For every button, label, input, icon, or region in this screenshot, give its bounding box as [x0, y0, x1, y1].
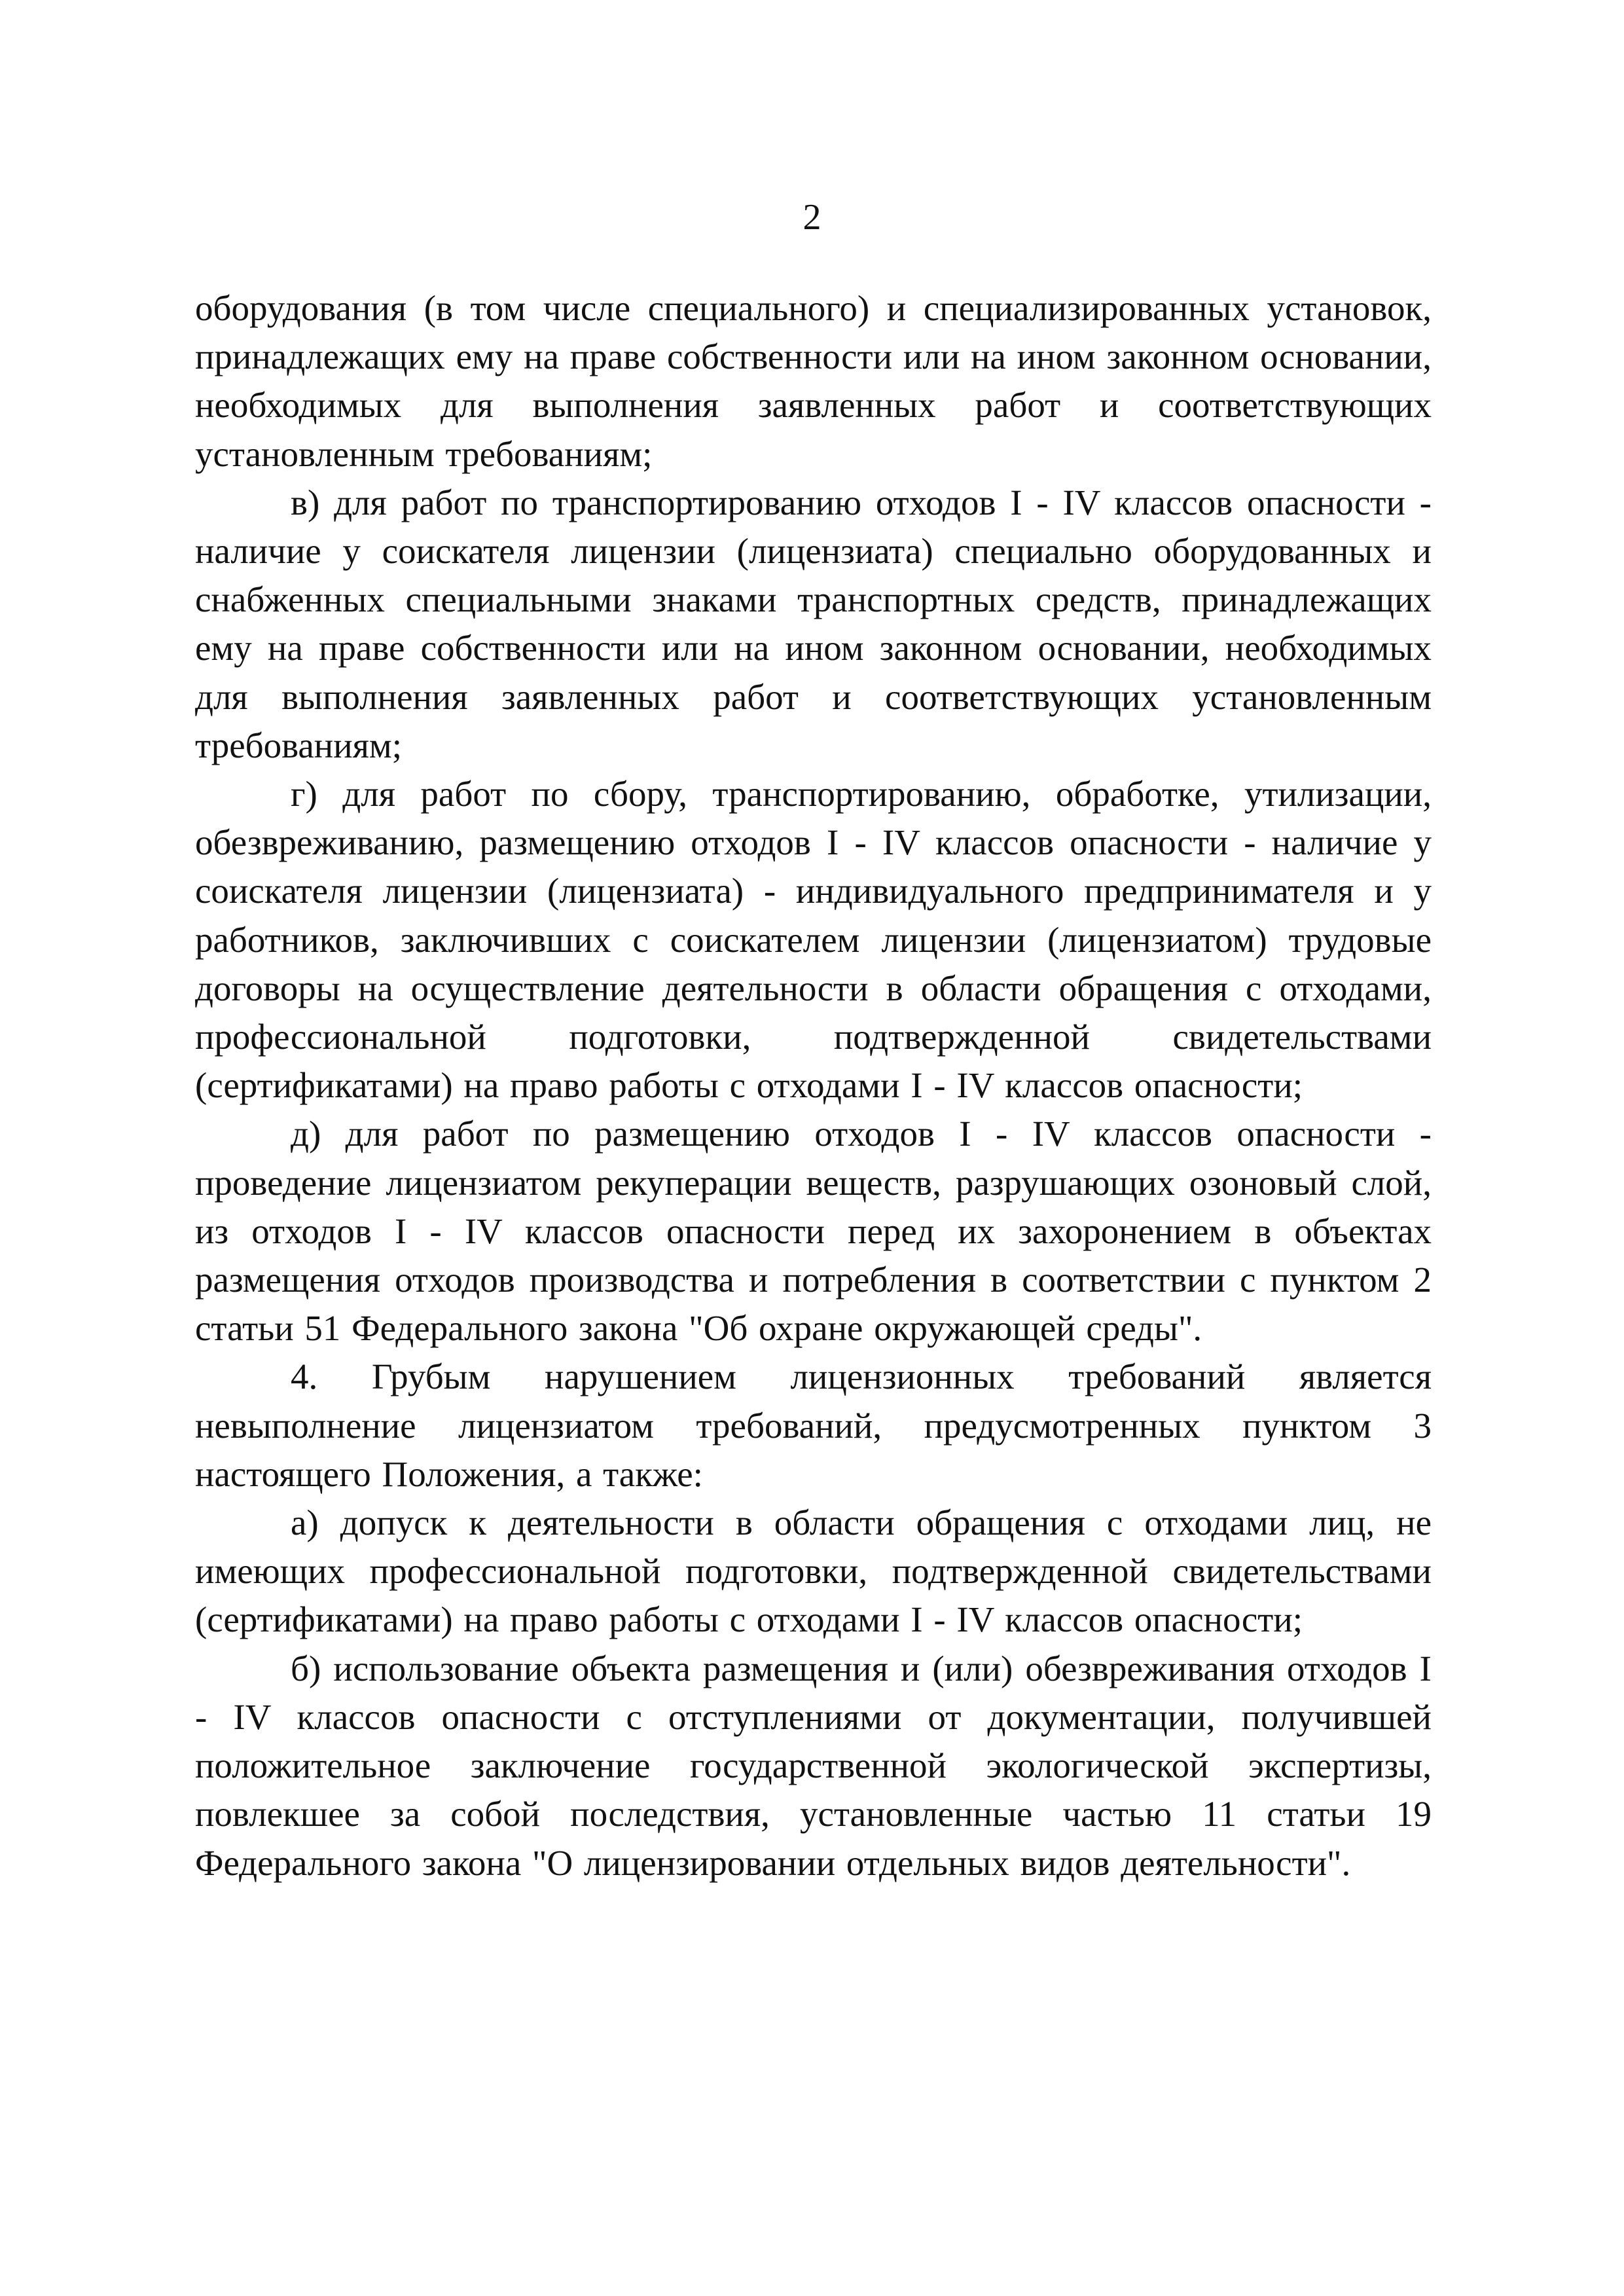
page-number: 2 — [803, 197, 821, 238]
document-body — [195, 284, 1432, 1887]
paragraph-item-g: г) для работ по сбору, транспортированию, обработке, утилизации, обезвреживанию, размещению отходов I - IV классов опасности - наличие у соискателя лицензии (лицензиата) - индивидуального предпринимателя и у работников, заключивших с соискателем лицензии (лицензиатом) трудовые договоры на осуществление деятельности в области обращения с отходами, профессиональной подготовки, подтвержденной свидетельствами (сертификатами) на право работы с отходами I - IV классов опасности; — [195, 774, 1432, 1106]
paragraph-item-v: в) для работ по транспортированию отходов I - IV классов опасности - наличие у соискателя лицензии (лицензиата) специально оборудованных и снабженных специальными знаками транспортных средств, принадлежащих ему на праве собственности или на ином законном основании, необходимых для выполнения заявленных работ и соответствующих установленным требованиям; — [195, 482, 1432, 765]
paragraph-item-d: д) для работ по размещению отходов I - IV классов опасности - проведение лицензиатом рекуперации веществ, разрушающих озоновый слой, из отходов I - IV классов опасности перед их захоронением в объектах размещения отходов производства и потребления в соответствии с пунктом 2 статьи 51 Федерального закона "Об охране окружающей среды". — [195, 1114, 1432, 1349]
paragraph-item-b: б) использование объекта размещения и (или) обезвреживания отходов I - IV классов опасности с отступлениями от документации, получившей положительное заключение государственной экологической экспертизы, повлекшее за собой последствия, установленные частью 11 статьи 19 Федерального закона "О лицензировании отдельных видов деятельности". — [195, 1648, 1432, 1883]
paragraph-clause-4: 4. Грубым нарушением лицензионных требований является невыполнение лицензиатом требований, предусмотренных пунктом 3 настоящего Положения, а также: — [195, 1357, 1432, 1494]
paragraph-continuation: оборудования (в том числе специального) и специализированных установок, принадлежащих ему на праве собственности или на ином законном основании, необходимых для выполнения заявленных работ и соответствующих установленным требованиям; — [195, 288, 1432, 474]
paragraph-item-a: а) допуск к деятельности в области обращения с отходами лиц, не имеющих профессиональной подготовки, подтвержденной свидетельствами (сертификатами) на право работы с отходами I - IV классов опасности; — [195, 1503, 1432, 1640]
